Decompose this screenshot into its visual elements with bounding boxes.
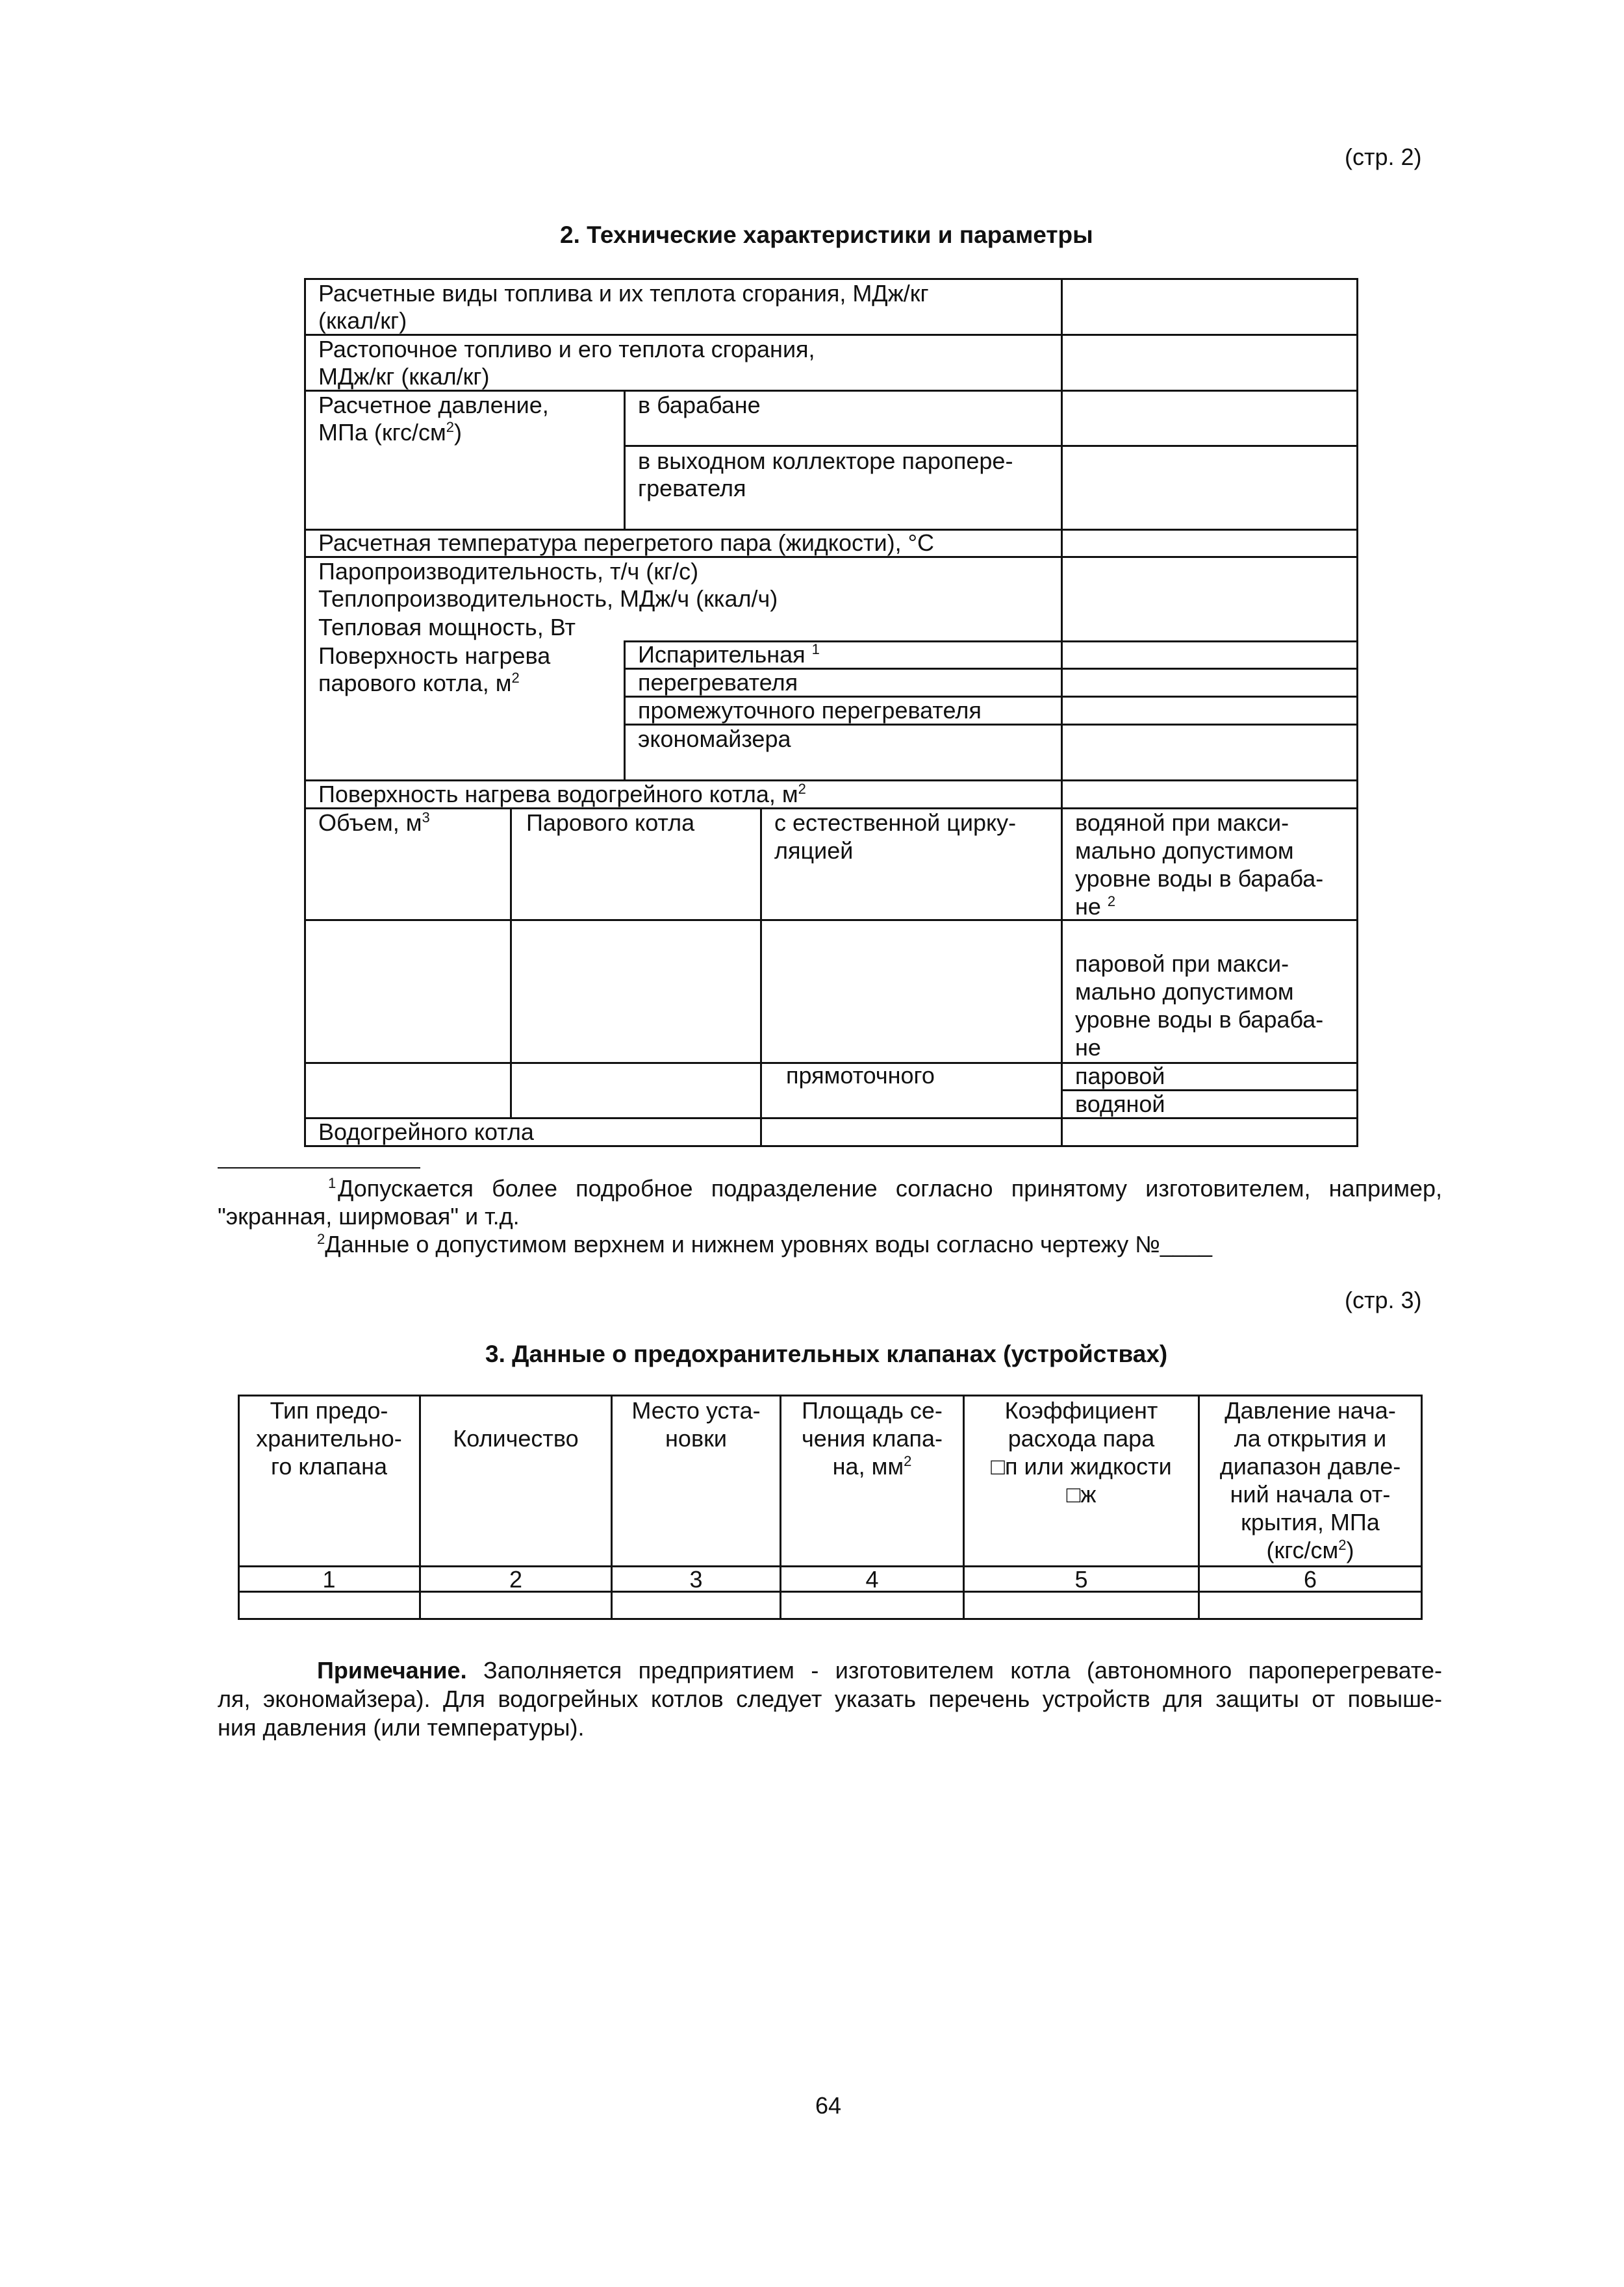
row-outlet: в выходном коллекторе паропере- — [638, 448, 1013, 474]
row-heat-capacity: Теплопроизводительность, МДж/ч (ккал/ч) — [318, 585, 778, 612]
row-natural-circ: с естественной цирку- — [774, 809, 1017, 836]
page-ref-2: (стр. 2) — [1345, 144, 1422, 170]
row-pressure: Расчетное давление, — [318, 392, 549, 418]
row-water-1: водяной при макси- — [1075, 809, 1289, 836]
row-water-4: не $^2$ — [1075, 893, 1116, 920]
header-area: Площадь се- чения клапа- на, $мм^2$ — [802, 1397, 943, 1480]
row-reheater: промежуточного перегревателя — [638, 697, 982, 724]
col-num-1: 1 — [322, 1566, 336, 1593]
row-steamv-4: не — [1075, 1034, 1101, 1061]
row-pressure-unit: МПа $(кгс/см^2)$ — [318, 419, 462, 446]
page-number: 64 — [815, 2092, 842, 2119]
col-num-3: 3 — [689, 1566, 703, 1593]
row-steamv-1: паровой при макси- — [1075, 950, 1289, 977]
row-steam-capacity: Паропроизводительность, т/ч (кг/с) — [318, 558, 699, 585]
section-3-title: 3. Данные о предохранительных клапанах (устройствах) — [485, 1341, 1168, 1367]
footnote-separator — [218, 1167, 420, 1169]
header-pressure: Давление нача- ла открытия и диапазон давле- ний начала от- крытия, МПа $(кгс/см^2)$ — [1219, 1397, 1401, 1563]
section-2-title: 2. Технические характеристики и параметры — [560, 221, 1093, 248]
header-location: Место уста- новки — [631, 1397, 761, 1452]
row-superheater: перегревателя — [638, 669, 798, 696]
col-num-6: 6 — [1303, 1566, 1317, 1593]
row-hw-surface: Поверхность нагрева водогрейного котла, $м^2$ — [318, 781, 806, 807]
row-steamv-2: мально допустимом — [1075, 978, 1294, 1005]
col-num-4: 4 — [865, 1566, 879, 1593]
row-startup-unit: МДж/кг (ккал/кг) — [318, 363, 490, 390]
footnote-2: $^2$Данные о допустимом верхнем и нижнем уровнях воды согласно чертежу №____ — [317, 1231, 1212, 1257]
row-surface: Поверхность нагрева — [318, 642, 551, 669]
row-power: Тепловая мощность, Вт — [318, 614, 576, 640]
footnote-1-cont: "экранная, ширмовая" и т.д. — [218, 1203, 520, 1230]
page-ref-3: (стр. 3) — [1345, 1287, 1422, 1313]
row-outlet-2: гревателя — [638, 475, 746, 501]
col-num-5: 5 — [1074, 1566, 1088, 1593]
header-valve-type: Тип предо- хранительно- го клапана — [256, 1397, 402, 1480]
note-line-2: ля, экономайзера). Для водогрейных котлов следует указать перечень устройств для защиты от повыше- — [218, 1686, 1442, 1712]
row-once-through: прямоточного — [786, 1062, 935, 1089]
row-drum: в барабане — [638, 392, 761, 418]
row-volume: Объем, $м^3$ — [318, 809, 430, 836]
footnote-1-marker: 1 — [328, 1175, 336, 1191]
row-water-short: водяной — [1075, 1091, 1165, 1117]
footnote-1: Допускается более подробное подразделение согласно принятому изготовителем, например, — [338, 1175, 1442, 1202]
note-line-1: Примечание. Заполняется предприятием - изготовителем котла (автономного пароперегревате- — [317, 1657, 1442, 1684]
row-fuel-unit: (ккал/кг) — [318, 307, 407, 334]
header-quantity: Количество — [453, 1425, 579, 1452]
row-natural-circ-2: ляцией — [774, 837, 854, 864]
row-temperature: Расчетная температура перегретого пара (жидкости), °С — [318, 529, 934, 556]
row-steam-short: паровой — [1075, 1063, 1165, 1089]
col-num-2: 2 — [509, 1566, 523, 1593]
row-water-3: уровне воды в бараба- — [1075, 865, 1324, 892]
row-startup-fuel: Растопочное топливо и его теплота сгорания, — [318, 336, 815, 362]
header-coefficient: Коэффициент расхода пара □п или жидкости □ж — [991, 1397, 1172, 1508]
row-water-2: мально допустимом — [1075, 837, 1294, 864]
row-steam-boiler: Парового котла — [526, 809, 695, 836]
row-economizer: экономайзера — [638, 726, 791, 752]
row-evaporative: Испарительная $^1$ — [638, 641, 820, 668]
row-hw-boiler: Водогрейного котла — [318, 1118, 534, 1145]
row-fuel: Расчетные виды топлива и их теплота сгорания, МДж/кг — [318, 280, 929, 307]
row-steamv-3: уровне воды в бараба- — [1075, 1006, 1324, 1033]
row-surface-unit: парового котла, $м^2$ — [318, 670, 520, 696]
note-line-3: ния давления (или температуры). — [218, 1714, 585, 1741]
